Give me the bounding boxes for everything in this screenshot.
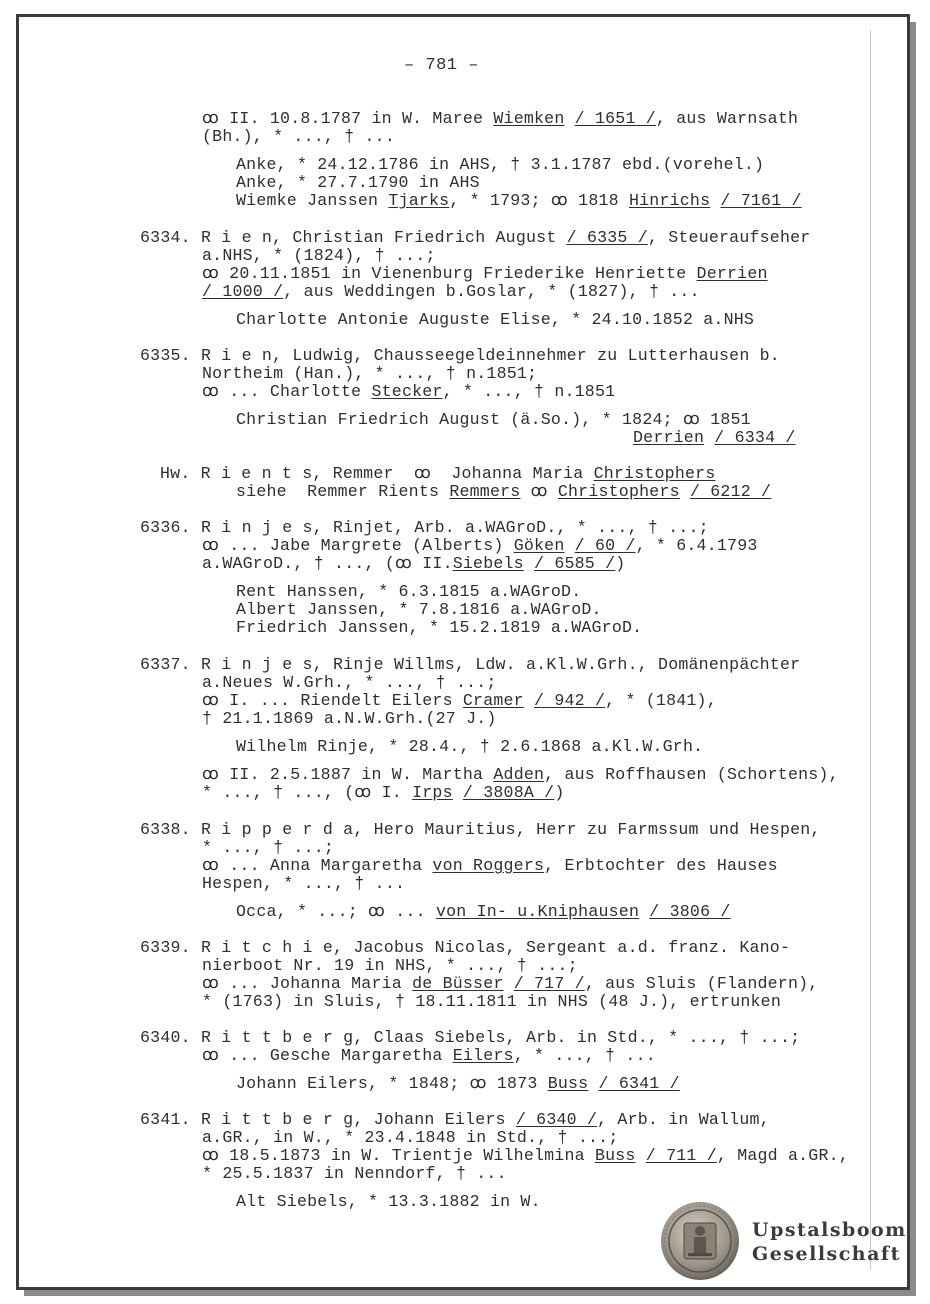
text-segment: , Arb. in Wallum, — [597, 1110, 770, 1129]
text-segment: a.Neues W.Grh., * ..., † ...; — [202, 673, 497, 692]
text-line — [202, 993, 781, 1011]
text-segment: , * 1793; ꝏ 1818 — [449, 191, 629, 210]
text-line — [140, 1111, 770, 1129]
text-line — [140, 939, 790, 957]
underlined-reference: Cramer — [462, 691, 524, 710]
underlined-reference: Siebels — [452, 554, 524, 573]
text-segment: a.WAGroD., † ..., (ꝏ II. — [202, 554, 453, 573]
underlined-reference: / 1000 / — [202, 282, 284, 301]
text-segment: * ..., † ..., (ꝏ I. — [202, 783, 413, 802]
text-segment: * 25.5.1837 in Nenndorf, † ... — [202, 1164, 507, 1183]
underlined-reference: / 60 / — [574, 536, 636, 555]
underlined-reference: Christophers — [593, 464, 716, 483]
text-line — [202, 674, 497, 692]
text-segment — [636, 1146, 646, 1165]
brand-name-line2: Gesellschaft — [752, 1243, 901, 1265]
text-segment: a.NHS, * (1824), † ...; — [202, 246, 436, 265]
text-segment: Alt Siebels, * 13.3.1882 in W. — [236, 1192, 541, 1211]
text-line — [236, 619, 642, 637]
text-segment: ꝏ ... Charlotte — [202, 382, 372, 401]
text-segment: ꝏ II. 2.5.1887 in W. Martha — [202, 765, 494, 784]
text-segment — [564, 536, 574, 555]
underlined-reference: Adden — [493, 765, 545, 784]
text-segment: (Bh.), * ..., † ... — [202, 127, 395, 146]
text-segment: a.GR., in W., * 23.4.1848 in Std., † ...; — [202, 1128, 619, 1147]
underlined-reference: / 6585 / — [534, 554, 616, 573]
text-segment: , Magd a.GR., — [716, 1146, 849, 1165]
underlined-reference: Christophers — [557, 482, 680, 501]
text-segment — [524, 554, 534, 573]
text-segment: 6335. R i e n, Ludwig, Chausseegeldeinnehmer zu Lutterhausen b. — [140, 346, 780, 365]
underlined-reference: / 3808A / — [462, 783, 555, 802]
text-line — [202, 857, 778, 875]
text-line — [202, 784, 565, 802]
underlined-reference: Derrien — [633, 428, 705, 447]
text-segment: ꝏ — [520, 482, 558, 501]
underlined-reference: de Büsser — [412, 974, 504, 993]
text-line — [236, 601, 602, 619]
brand-name-line1: Upstalsboom — [752, 1219, 907, 1241]
text-segment: ꝏ II. 10.8.1787 in W. Maree — [202, 109, 494, 128]
text-line — [202, 975, 818, 993]
underlined-reference: / 6334 / — [714, 428, 796, 447]
text-segment: ꝏ 20.11.1851 in Vienenburg Friederike Henriette — [202, 264, 697, 283]
text-segment: Wilhelm Rinje, * 28.4., † 2.6.1868 a.Kl.W.Grh. — [236, 737, 704, 756]
underlined-reference: / 6335 / — [566, 228, 648, 247]
text-segment — [504, 974, 514, 993]
text-segment: 6338. R i p p e r d a, Hero Mauritius, Herr zu Farmssum und Hespen, — [140, 820, 821, 839]
underlined-reference: / 6340 / — [515, 1110, 598, 1129]
text-line — [202, 537, 758, 555]
text-segment: , aus Warnsath — [655, 109, 799, 128]
text-line — [236, 156, 764, 174]
text-line — [236, 1075, 680, 1093]
text-line — [202, 1129, 618, 1147]
text-segment: Charlotte Antonie Auguste Elise, * 24.10.1852 a.NHS — [236, 310, 755, 329]
underlined-reference: / 6212 / — [689, 482, 772, 501]
text-segment: 6334. R i e n, Christian Friedrich August — [140, 228, 567, 247]
underlined-reference: Buss — [594, 1146, 636, 1165]
text-segment: * (1763) in Sluis, † 18.11.1811 in NHS (48 J.), ertrunken — [202, 992, 781, 1011]
text-line — [236, 311, 754, 329]
text-segment: ꝏ ... Gesche Margaretha — [202, 1046, 453, 1065]
underlined-reference: Eilers — [452, 1046, 514, 1065]
text-segment: Hespen, * ..., † ... — [202, 874, 406, 893]
text-segment: Occa, * ...; ꝏ ... — [236, 902, 436, 921]
text-line — [236, 583, 581, 601]
text-line — [202, 1165, 507, 1183]
text-segment: , aus Roffhausen (Schortens), — [544, 765, 839, 784]
text-line — [202, 265, 768, 283]
text-segment: 6340. R i t t b e r g, Claas Siebels, Arb. in Std., * ..., † ...; — [140, 1028, 801, 1047]
underlined-reference: Derrien — [696, 264, 768, 283]
text-segment — [704, 428, 714, 447]
text-line — [202, 875, 405, 893]
text-segment: Northeim (Han.), * ..., † n.1851; — [202, 364, 538, 383]
text-line — [140, 821, 821, 839]
underlined-reference: von Roggers — [432, 856, 545, 875]
text-line — [202, 555, 625, 573]
text-segment: Anke, * 24.12.1786 in AHS, † 3.1.1787 ebd.(vorehel.) — [236, 155, 765, 174]
text-line — [202, 383, 615, 401]
text-segment: Wiemke Janssen — [236, 191, 389, 210]
text-segment: , aus Weddingen b.Goslar, * (1827), † ... — [283, 282, 700, 301]
text-line — [236, 483, 771, 501]
underlined-reference: Remmers — [449, 482, 521, 501]
text-line — [160, 465, 715, 483]
text-line — [236, 411, 751, 429]
text-line — [236, 192, 802, 210]
underlined-reference: / 1651 / — [574, 109, 656, 128]
right-rule — [870, 30, 871, 1270]
text-segment: , * ..., † n.1851 — [442, 382, 616, 401]
underlined-reference: Buss — [547, 1074, 589, 1093]
text-line — [236, 903, 731, 921]
text-line — [236, 738, 703, 756]
text-segment: ꝏ I. ... Riendelt Eilers — [202, 691, 463, 710]
text-segment: Johann Eilers, * 1848; ꝏ 1873 — [236, 1074, 548, 1093]
underlined-reference: / 717 / — [513, 974, 585, 993]
text-segment: ꝏ ... Johanna Maria — [202, 974, 413, 993]
text-line — [140, 1029, 800, 1047]
text-line — [202, 710, 497, 728]
text-line — [140, 229, 810, 247]
text-segment: ꝏ ... Jabe Margrete (Alberts) — [202, 536, 514, 555]
text-segment: 6337. R i n j e s, Rinje Willms, Ldw. a.Kl.W.Grh., Domänenpächter — [140, 655, 801, 674]
text-line — [202, 957, 578, 975]
underlined-reference: / 6341 / — [598, 1074, 680, 1093]
text-segment: 6339. R i t c h i e, Jacobus Nicolas, Sergeant a.d. franz. Kano- — [140, 938, 791, 957]
underlined-reference: / 7161 / — [720, 191, 802, 210]
text-segment — [710, 191, 720, 210]
text-segment: , * ..., † ... — [513, 1046, 656, 1065]
text-segment: * ..., † ...; — [202, 838, 335, 857]
text-segment: siehe Remmer Rients — [236, 482, 450, 501]
underlined-reference: Tjarks — [388, 191, 450, 210]
underlined-reference: / 942 / — [534, 691, 606, 710]
text-segment: ) — [554, 783, 565, 802]
page-number: – 781 – — [404, 56, 479, 75]
text-segment: , * 6.4.1793 — [635, 536, 758, 555]
text-line — [202, 766, 839, 784]
text-line — [202, 839, 334, 857]
text-segment: Rent Hanssen, * 6.3.1815 a.WAGroD. — [236, 582, 582, 601]
text-segment: Friedrich Janssen, * 15.2.1819 a.WAGroD. — [236, 618, 643, 637]
text-segment: ꝏ 18.5.1873 in W. Trientje Wilhelmina — [202, 1146, 595, 1165]
text-segment: † 21.1.1869 a.N.W.Grh.(27 J.) — [202, 709, 497, 728]
underlined-reference: Wiemken — [493, 109, 565, 128]
underlined-reference: Irps — [412, 783, 453, 802]
underlined-reference: Hinrichs — [628, 191, 711, 210]
text-segment — [680, 482, 690, 501]
text-line — [236, 1193, 541, 1211]
text-segment: , aus Sluis (Flandern), — [584, 974, 819, 993]
text-segment — [453, 783, 463, 802]
text-line — [140, 519, 709, 537]
underlined-reference: Stecker — [371, 382, 443, 401]
text-line — [633, 429, 796, 447]
text-line — [202, 128, 395, 146]
text-segment — [524, 691, 534, 710]
text-line — [202, 247, 436, 265]
text-segment: , Steueraufseher — [647, 228, 811, 247]
text-line — [202, 365, 537, 383]
underlined-reference: Göken — [513, 536, 565, 555]
text-segment: nierboot Nr. 19 in NHS, * ..., † ...; — [202, 956, 578, 975]
text-segment — [564, 109, 574, 128]
text-segment: 6336. R i n j e s, Rinjet, Arb. a.WAGroD., * ..., † ...; — [140, 518, 709, 537]
text-line — [202, 692, 717, 710]
text-segment: Christian Friedrich August (ä.So.), * 1824; ꝏ 1851 — [236, 410, 751, 429]
text-line — [140, 347, 780, 365]
underlined-reference: / 711 / — [645, 1146, 717, 1165]
text-segment: ) — [615, 554, 626, 573]
text-line — [236, 174, 480, 192]
text-segment: Anke, * 27.7.1790 in AHS — [236, 173, 480, 192]
seal-icon — [660, 1201, 740, 1281]
text-segment: , * (1841), — [605, 691, 717, 710]
text-segment: Albert Janssen, * 7.8.1816 a.WAGroD. — [236, 600, 602, 619]
text-line — [202, 110, 798, 128]
text-line — [202, 283, 700, 301]
text-line — [202, 1047, 656, 1065]
text-line — [202, 1147, 849, 1165]
text-segment — [588, 1074, 598, 1093]
underlined-reference: von In- u.Kniphausen — [435, 902, 640, 921]
text-segment: Hw. R i e n t s, Remmer ꝏ Johanna Maria — [160, 464, 594, 483]
underlined-reference: / 3806 / — [649, 902, 731, 921]
text-segment: , Erbtochter des Hauses — [544, 856, 778, 875]
text-line — [140, 656, 800, 674]
text-segment: ꝏ ... Anna Margaretha — [202, 856, 433, 875]
text-segment — [639, 902, 649, 921]
text-segment: 6341. R i t t b e r g, Johann Eilers — [140, 1110, 516, 1129]
